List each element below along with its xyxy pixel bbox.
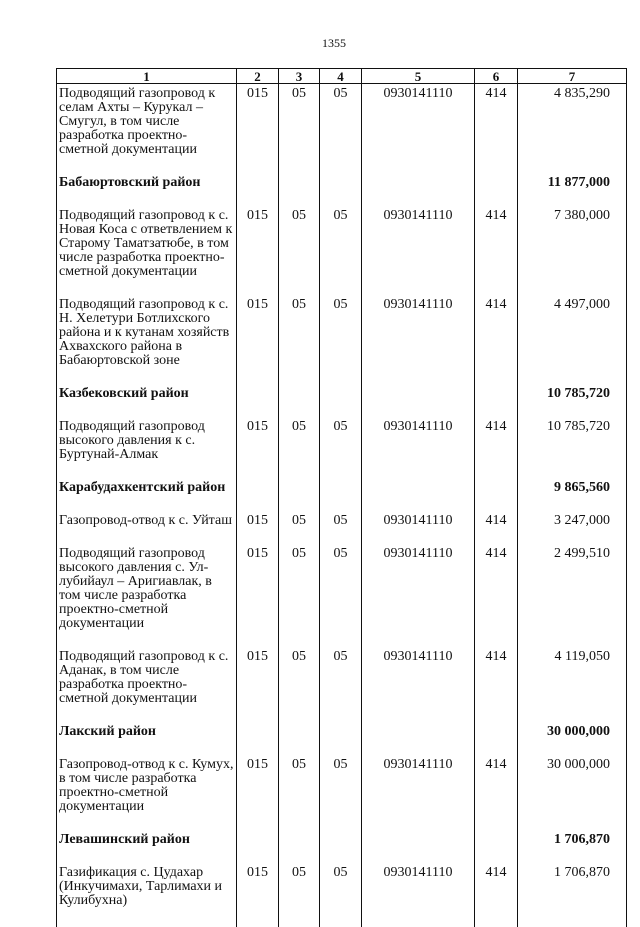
cell-code: 05 [279, 514, 320, 547]
table-row [57, 866, 627, 927]
cell-amount: 3 247,000 [518, 514, 627, 547]
column-header: 3 [279, 69, 320, 84]
district-total: 10 785,720 [518, 387, 627, 420]
cell-code: 0930141110 [362, 758, 475, 833]
cell-amount: 4 497,000 [518, 298, 627, 387]
cell-code: 05 [279, 650, 320, 725]
district-total: 9 865,560 [518, 481, 627, 514]
cell-code: 05 [279, 758, 320, 833]
cell-code: 015 [237, 650, 279, 725]
item-name: Подводящий газопровод к с. Новая Коса с ответвлением к Старому Таматзатюбе, в том числе разработка проектно-сметной документации [57, 209, 237, 298]
table-row [57, 420, 627, 481]
table-row [57, 514, 627, 547]
cell-code: 015 [237, 298, 279, 387]
cell-code: 015 [237, 758, 279, 833]
cell-code: 414 [475, 547, 518, 650]
district-row [57, 176, 627, 209]
cell-code: 414 [475, 84, 518, 177]
cell-code: 05 [320, 209, 362, 298]
cell-code: 0930141110 [362, 84, 475, 177]
cell-code: 015 [237, 209, 279, 298]
item-name: Подводящий газопровод высокого давления к с. Буртунай-Алмак [57, 420, 237, 481]
cell-code: 05 [320, 650, 362, 725]
cell-amount: 2 499,510 [518, 547, 627, 650]
budget-table [56, 68, 627, 927]
cell-code: 0930141110 [362, 866, 475, 927]
cell-code: 05 [320, 298, 362, 387]
cell-code: 05 [279, 209, 320, 298]
district-row [57, 725, 627, 758]
item-name: Подводящий газопровод к с. Аданак, в том числе разработка проектно-сметной документации [57, 650, 237, 725]
cell-code: 414 [475, 758, 518, 833]
district-row [57, 481, 627, 514]
cell-amount: 4 835,290 [518, 84, 627, 177]
district-name: Карабудахкентский район [57, 481, 237, 514]
column-header: 4 [320, 69, 362, 84]
item-name: Газопровод-отвод к с. Кумух, в том числе разработка проектно-сметной документации [57, 758, 237, 833]
cell-code: 414 [475, 650, 518, 725]
cell-code: 414 [475, 420, 518, 481]
cell-code: 05 [279, 420, 320, 481]
cell-amount: 30 000,000 [518, 758, 627, 833]
cell-code: 05 [320, 420, 362, 481]
column-header: 6 [475, 69, 518, 84]
cell-amount: 7 380,000 [518, 209, 627, 298]
cell-amount: 4 119,050 [518, 650, 627, 725]
district-total: 11 877,000 [518, 176, 627, 209]
cell-code: 0930141110 [362, 209, 475, 298]
item-name: Подводящий газопровод высокого давления с. Ул-лубийаул – Аригиавлак, в том числе разработка проектно-сметной документации [57, 547, 237, 650]
page-number: 1355 [322, 36, 346, 50]
column-header: 5 [362, 69, 475, 84]
column-header: 1 [57, 69, 237, 84]
table-row [57, 84, 627, 177]
cell-code: 05 [279, 866, 320, 927]
cell-code: 05 [320, 758, 362, 833]
table-row [57, 650, 627, 725]
cell-code: 414 [475, 298, 518, 387]
district-total: 30 000,000 [518, 725, 627, 758]
cell-code: 05 [320, 84, 362, 177]
district-total: 1 706,870 [518, 833, 627, 866]
cell-code: 015 [237, 514, 279, 547]
cell-code: 015 [237, 420, 279, 481]
cell-code: 015 [237, 84, 279, 177]
table-row [57, 547, 627, 650]
cell-code: 05 [279, 84, 320, 177]
district-name: Лакский район [57, 725, 237, 758]
district-name: Левашинский район [57, 833, 237, 866]
item-name: Газификация с. Цудахар (Инкучимахи, Тарлимахи и Кулибухна) [57, 866, 237, 927]
cell-code: 0930141110 [362, 514, 475, 547]
cell-code: 0930141110 [362, 420, 475, 481]
cell-code: 015 [237, 866, 279, 927]
cell-code: 0930141110 [362, 547, 475, 650]
table-row [57, 298, 627, 387]
cell-code: 0930141110 [362, 650, 475, 725]
cell-code: 05 [279, 298, 320, 387]
table-header-row [57, 69, 627, 84]
cell-code: 05 [279, 547, 320, 650]
item-name: Подводящий газопровод к селам Ахты – Курукал – Смугул, в том числе разработка проектно-сметной документации [57, 84, 237, 177]
district-name: Казбековский район [57, 387, 237, 420]
column-header: 2 [237, 69, 279, 84]
cell-amount: 1 706,870 [518, 866, 627, 927]
column-header: 7 [518, 69, 627, 84]
item-name: Подводящий газопровод к с. Н. Хелетури Ботлихского района и к кутанам хозяйств Ахвахского района в Бабаюртовской зоне [57, 298, 237, 387]
cell-code: 414 [475, 866, 518, 927]
district-row [57, 833, 627, 866]
district-row [57, 387, 627, 420]
cell-code: 05 [320, 547, 362, 650]
district-name: Бабаюртовский район [57, 176, 237, 209]
cell-code: 05 [320, 866, 362, 927]
cell-code: 0930141110 [362, 298, 475, 387]
cell-code: 414 [475, 514, 518, 547]
table-row [57, 758, 627, 833]
cell-code: 015 [237, 547, 279, 650]
cell-amount: 10 785,720 [518, 420, 627, 481]
item-name: Газопровод-отвод к с. Уйташ [57, 514, 237, 547]
table-row [57, 209, 627, 298]
cell-code: 414 [475, 209, 518, 298]
cell-code: 05 [320, 514, 362, 547]
